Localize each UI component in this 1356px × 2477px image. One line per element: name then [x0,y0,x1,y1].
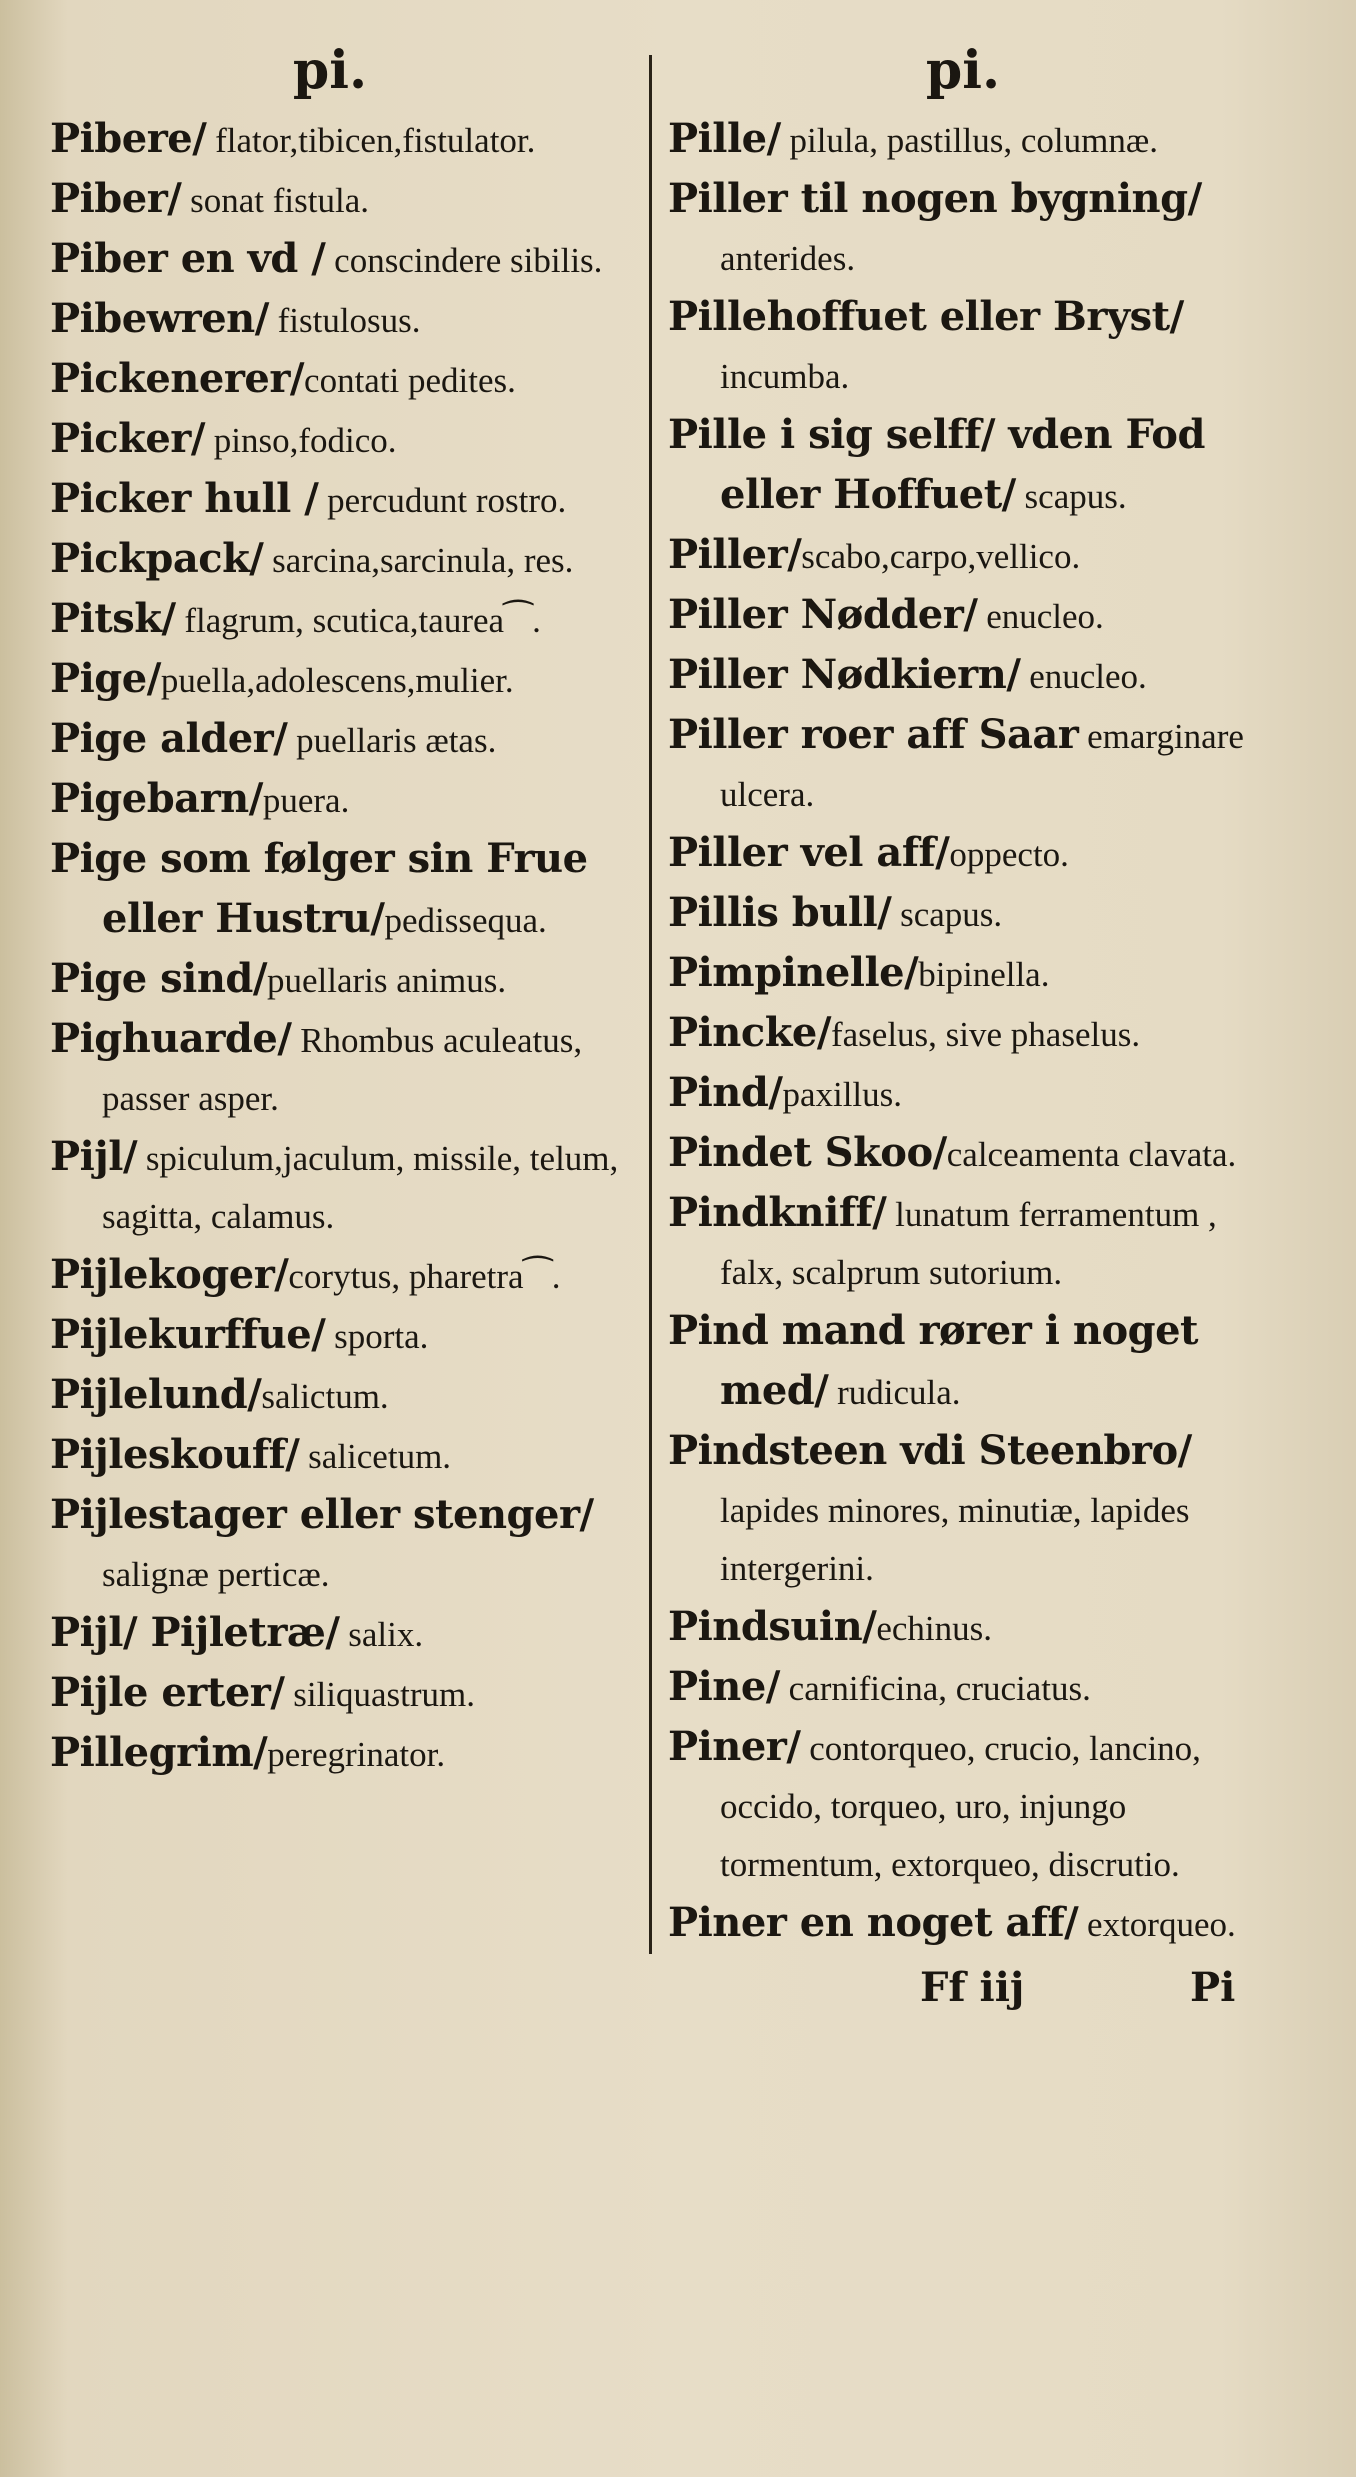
left-column-header: pi. [292,40,368,101]
entry-headword: Piner/ [668,1723,801,1770]
dictionary-entry [50,1426,640,1486]
dictionary-entry [50,530,640,590]
entry-definition: rudicula. [828,1373,961,1412]
dictionary-entry [50,950,640,1010]
entry-headword: Pighuarde/ [50,1015,292,1062]
dictionary-entry [50,290,640,350]
dictionary-entry [50,1306,640,1366]
entry-headword: Pige sind/ [50,955,267,1002]
entry-definition: puella,adolescens,mulier. [160,661,514,700]
left-column [50,40,640,1784]
dictionary-entry [668,824,1288,884]
entry-definition: extorqueo. [1078,1905,1236,1944]
dictionary-entry [668,646,1288,706]
entry-definition: salix. [339,1615,424,1654]
entry-definition: scabo,carpo,vellico. [801,537,1081,576]
entry-definition: fistulosus. [268,301,421,340]
dictionary-entry [668,1894,1288,1954]
entry-definition: salicetum. [299,1437,452,1476]
entry-definition: pilula, pastillus, columnæ. [780,121,1158,160]
entry-headword: Pindsuin/ [668,1603,877,1650]
dictionary-entry [50,1486,640,1604]
entry-definition: lunatum ferramentum , falx, scalprum sutorium. [720,1195,1217,1292]
entry-definition: salignæ perticæ. [102,1555,330,1594]
dictionary-entry [668,1184,1288,1302]
entry-headword: Pindkniff/ [668,1189,887,1236]
entry-definition: sarcina,sarcinula, res. [263,541,574,580]
column-divider [649,55,652,1954]
dictionary-entry [668,706,1288,824]
entry-headword: Piller vel aff/ [668,829,950,876]
entry-headword: Pijl/ Pijletræ/ [50,1609,340,1656]
entry-headword: Pijleskouff/ [50,1431,300,1478]
entry-definition: emarginare ulcera. [720,717,1244,814]
entry-headword: Piber en vd / [50,235,326,282]
entry-definition: percudunt rostro. [318,481,567,520]
entry-definition: sporta. [325,1317,429,1356]
entry-headword: Pijle erter/ [50,1669,285,1716]
entry-headword: Pijl/ [50,1133,138,1180]
dictionary-entry [50,350,640,410]
entry-definition: puellaris ætas. [287,721,497,760]
dictionary-entry [668,1658,1288,1718]
entry-headword: Pindet Skoo/ [668,1129,947,1176]
entry-definition: salictum. [261,1377,389,1416]
entry-definition: calceamenta clavata. [946,1135,1237,1174]
entry-headword: Pillegrim/ [50,1729,268,1776]
dictionary-entry [50,1128,640,1246]
entry-definition: peregrinator. [267,1735,446,1774]
entry-definition: Rhombus aculeatus, passer asper. [102,1021,583,1118]
entry-definition: lapides minores, minutiæ, lapides intergerini. [720,1491,1190,1588]
dictionary-entry [668,884,1288,944]
dictionary-entry [668,1718,1288,1894]
entry-definition: pedissequa. [384,901,547,940]
entry-headword: Pind/ [668,1069,783,1116]
entry-definition: anterides. [720,239,856,278]
entry-headword: Pige som følger sin Frue eller Hustru/ [50,835,588,942]
dictionary-entry [668,406,1288,526]
entry-headword: Pille i sig selff/ vden Fod eller Hoffuet/ [668,411,1205,518]
entry-headword: Pincke/ [668,1009,831,1056]
entry-definition: puellaris animus. [267,961,507,1000]
entry-headword: Pijlestager eller stenger/ [50,1491,594,1538]
dictionary-entry [668,170,1288,288]
dictionary-entry [668,110,1288,170]
entry-headword: Pine/ [668,1663,780,1710]
entry-definition: contati pedites. [304,361,516,400]
left-entry-list [50,110,640,1784]
dictionary-entry [50,410,640,470]
entry-definition: contorqueo, crucio, lancino, occido, torqueo, uro, injungo tormentum, extorqueo, discrutio. [720,1729,1201,1884]
right-entry-list [668,110,1288,1954]
entry-headword: Pillis bull/ [668,889,892,936]
entry-headword: Picker/ [50,415,205,462]
entry-headword: Pind mand rører i noget med/ [668,1307,1199,1414]
entry-definition: echinus. [876,1609,992,1648]
entry-headword: Piber/ [50,175,182,222]
entry-definition: oppecto. [949,835,1069,874]
dictionary-entry [50,1246,640,1306]
right-column [668,40,1288,1954]
entry-definition: corytus, pharetra⁀. [288,1257,561,1296]
entry-headword: Pimpinelle/ [668,949,919,996]
entry-headword: Pillehoffuet eller Bryst/ [668,293,1184,340]
entry-headword: Piner en noget aff/ [668,1899,1079,1946]
entry-headword: Pigebarn/ [50,775,263,822]
entry-headword: Piller roer aff Saar [668,711,1079,758]
dictionary-entry [668,586,1288,646]
entry-definition: puera. [262,781,350,820]
entry-headword: Pindsteen vdi Steenbro/ [668,1427,1192,1474]
dictionary-entry [668,288,1288,406]
dictionary-entry [50,1010,640,1128]
entry-definition: sonat fistula. [181,181,369,220]
entry-headword: Pitsk/ [50,595,176,642]
dictionary-entry [668,1598,1288,1658]
dictionary-entry [50,170,640,230]
entry-definition: carnificina, cruciatus. [779,1669,1091,1708]
entry-headword: Pijlekoger/ [50,1251,289,1298]
dictionary-entry [50,1366,640,1426]
dictionary-entry [668,1004,1288,1064]
entry-definition: scapus. [1015,477,1127,516]
dictionary-entry [50,830,640,950]
entry-definition: conscindere sibilis. [325,241,603,280]
entry-headword: Pige alder/ [50,715,288,762]
right-column-header: pi. [925,40,1001,101]
dictionary-entry [668,1064,1288,1124]
entry-headword: Pickpack/ [50,535,264,582]
entry-headword: Pige/ [50,655,161,702]
dictionary-entry [668,1302,1288,1422]
entry-definition: paxillus. [782,1075,903,1114]
dictionary-entry [50,230,640,290]
entry-definition: bipinella. [918,955,1050,994]
entry-headword: Picker hull / [50,475,319,522]
entry-headword: Piller Nødkiern/ [668,651,1021,698]
dictionary-entry [668,1422,1288,1598]
entry-headword: Pickenerer/ [50,355,305,402]
dictionary-entry [50,650,640,710]
signature-mark: Ff iij [920,1964,1025,2011]
entry-definition: faselus, sive phaselus. [830,1015,1141,1054]
entry-definition: siliquastrum. [284,1675,476,1714]
entry-headword: Pijlekurffue/ [50,1311,326,1358]
entry-headword: Piller til nogen bygning/ [668,175,1202,222]
dictionary-entry [50,470,640,530]
dictionary-entry [50,1724,640,1784]
entry-definition: pinso,fodico. [204,421,397,460]
dictionary-entry [50,1604,640,1664]
dictionary-entry [50,710,640,770]
entry-headword: Pibewren/ [50,295,269,342]
entry-headword: Piller/ [668,531,802,578]
dictionary-entry [50,590,640,650]
entry-definition: flator,tibicen,fistulator. [206,121,536,160]
entry-headword: Pijlelund/ [50,1371,262,1418]
entry-headword: Pibere/ [50,115,207,162]
dictionary-entry [668,944,1288,1004]
entry-headword: Piller Nødder/ [668,591,978,638]
catchword: Pi [1190,1964,1236,2011]
dictionary-entry [50,1664,640,1724]
entry-definition: enucleo. [1020,657,1147,696]
entry-definition: spiculum,jaculum, missile, telum, sagitta, calamus. [102,1139,619,1236]
dictionary-entry [50,770,640,830]
entry-headword: Pille/ [668,115,781,162]
entry-definition: scapus. [891,895,1003,934]
entry-definition: flagrum, scutica,taurea⁀. [175,601,541,640]
entry-definition: incumba. [720,357,850,396]
dictionary-entry [668,1124,1288,1184]
dictionary-entry [50,110,640,170]
dictionary-entry [668,526,1288,586]
entry-definition: enucleo. [977,597,1104,636]
